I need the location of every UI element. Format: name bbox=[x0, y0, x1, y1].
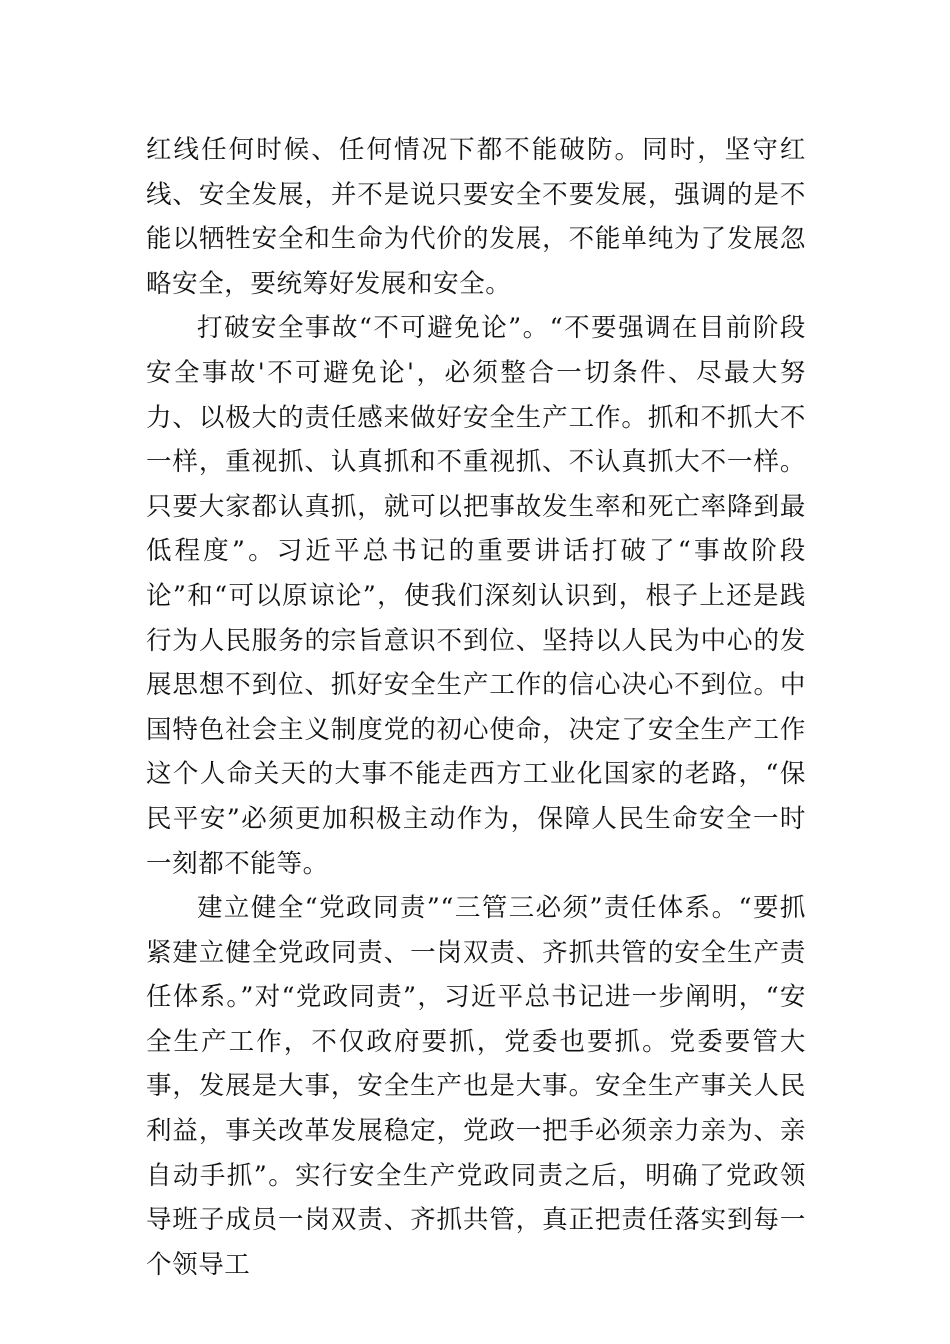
paragraph-accident-theory: 打破安全事故“不可避免论”。“不要强调在目前阶段安全事故'不可避免论'，必须整合一切条件、尽最大努力、以极大的责任感来做好安全生产工作。抓和不抓大不一样，重视抓、认真抓和不重视抓、不认真抓大不一样。只要大家都认真抓，就可以把事故发生率和死亡率降到最低程度”。习近平总书记的重要讲话打破了“事故阶段论”和“可以原谅论”，使我们深刻认识到，根子上还是践行为人民服务的宗旨意识不到位、坚持以人民为中心的发展思想不到位、抓好安全生产工作的信心决心不到位。中国特色社会主义制度党的初心使命，决定了安全生产工作这个人命关天的大事不能走西方工业化国家的老路，“保民平安”必须更加积极主动作为，保障人民生命安全一时一刻都不能等。 bbox=[146, 313, 806, 879]
document-body bbox=[146, 128, 806, 1287]
paragraph-continuation: 红线任何时候、任何情况下都不能破防。同时，坚守红线、安全发展，并不是说只要安全不要发展，强调的是不能以牺牲安全和生命为代价的发展，不能单纯为了发展忽略安全，要统筹好发展和安全。 bbox=[146, 135, 806, 299]
paragraph-responsibility-system: 建立健全“党政同责”“三管三必须”责任体系。“要抓紧建立健全党政同责、一岗双责、齐抓共管的安全生产责任体系。”对“党政同责”，习近平总书记进一步阐明，“安全生产工作，不仅政府要抓，党委也要抓。党委要管大事，发展是大事，安全生产也是大事。安全生产事关人民利益，事关改革发展稳定，党政一把手必须亲力亲为、亲自动手抓”。实行安全生产党政同责之后，明确了党政领导班子成员一岗双责、齐抓共管，真正把责任落实到每一个领导工 bbox=[146, 893, 806, 1280]
